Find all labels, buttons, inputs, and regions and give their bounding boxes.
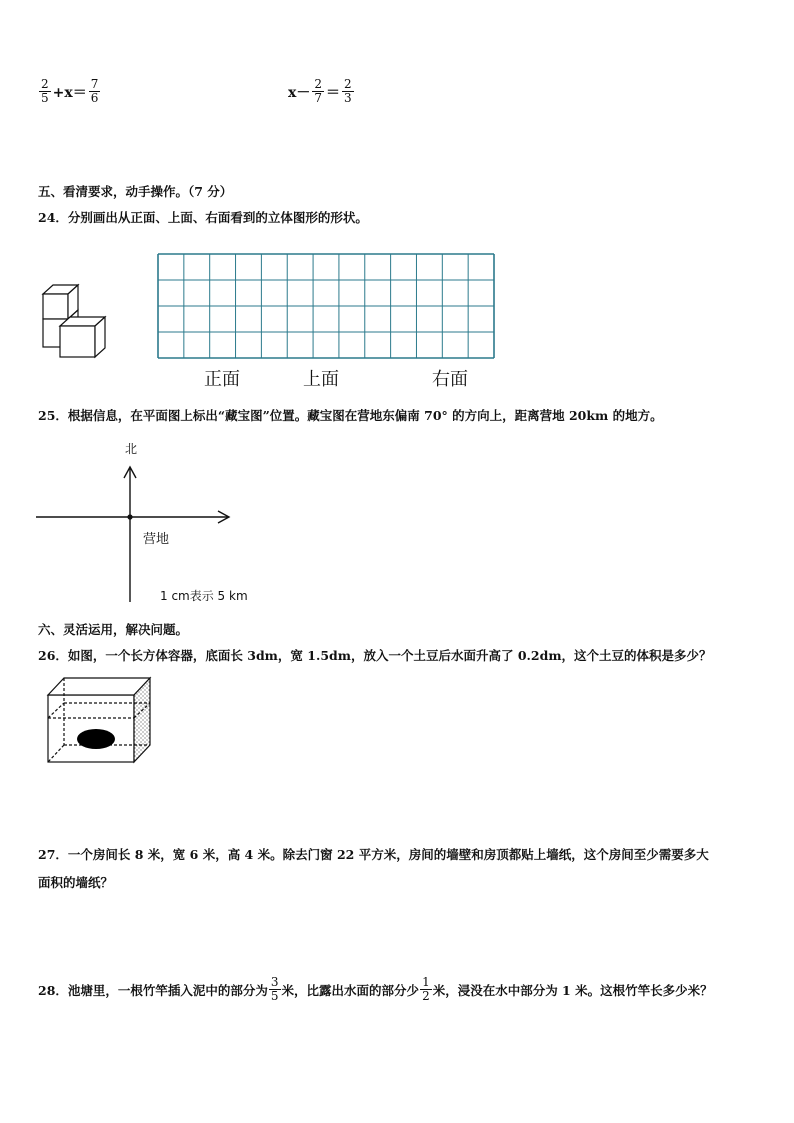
denominator: 5 <box>270 989 279 1003</box>
question-28-part2: 米，比露出水面的部分少 <box>281 982 420 998</box>
question-24-text: 24．分别画出从正面、上面、右面看到的立体图形的形状。 <box>38 210 368 225</box>
scale-label: 1 cm表示 5 km <box>160 589 248 603</box>
question-28-part1: 28．池塘里，一根竹竿插入泥中的部分为 <box>38 982 268 998</box>
numerator: 1 <box>422 975 430 989</box>
denominator: 6 <box>90 91 99 105</box>
label-right-view: 右面 <box>432 369 468 390</box>
camp-point <box>127 514 132 519</box>
denominator: 3 <box>344 91 352 105</box>
compass-plan-diagram <box>36 462 236 604</box>
numerator: 2 <box>41 77 49 91</box>
numerator: 3 <box>270 975 279 989</box>
container-figure <box>44 673 160 765</box>
denominator: 2 <box>422 989 430 1003</box>
potato-shape <box>77 729 115 749</box>
fraction <box>342 78 354 105</box>
numerator: 7 <box>90 77 99 91</box>
question-27-text-line2: 面积的墙纸？ <box>38 875 114 890</box>
equation-2 <box>287 78 355 105</box>
question-26-text: 26．如图，一个长方体容器，底面长 3dm，宽 1.5dm，放入一个土豆后水面升高了 0.2dm，这个土豆的体积是多少？ <box>38 648 712 663</box>
denominator: 7 <box>314 91 322 105</box>
drawing-grid <box>157 253 495 359</box>
fraction <box>89 78 101 105</box>
section-5-title: 五、看清要求，动手操作。（7 分） <box>38 184 233 199</box>
question-28-text <box>38 976 713 1003</box>
fraction <box>39 78 51 105</box>
question-27-text-line1: 27．一个房间长 8 米，宽 6 米，高 4 米。除去门窗 22 平方米，房间的墙壁和房顶都贴上墙纸，这个房间至少需要多大 <box>38 847 709 862</box>
fraction <box>420 976 432 1003</box>
numerator: 2 <box>344 77 352 91</box>
section-6-title: 六、灵活运用，解决问题。 <box>38 622 189 637</box>
operator: x－ <box>288 84 311 101</box>
cube-stack-figure <box>38 282 110 360</box>
operator: ＝ <box>326 84 340 101</box>
fraction <box>312 78 324 105</box>
question-25-text: 25．根据信息，在平面图上标出“藏宝图”位置。藏宝图在营地东偏南 70° 的方向上，距离营地 20km 的地方。 <box>38 408 663 423</box>
label-front-view: 正面 <box>204 369 240 390</box>
fraction <box>269 976 281 1003</box>
camp-label: 营地 <box>143 532 170 547</box>
operator: +x＝ <box>52 84 87 101</box>
north-label: 北 <box>125 442 138 456</box>
question-28-part3: 米，浸没在水中部分为 1 米。这根竹竿长多少米？ <box>432 982 713 998</box>
equation-1 <box>38 78 101 105</box>
label-top-view: 上面 <box>303 369 339 390</box>
numerator: 2 <box>314 77 322 91</box>
denominator: 5 <box>41 91 49 105</box>
